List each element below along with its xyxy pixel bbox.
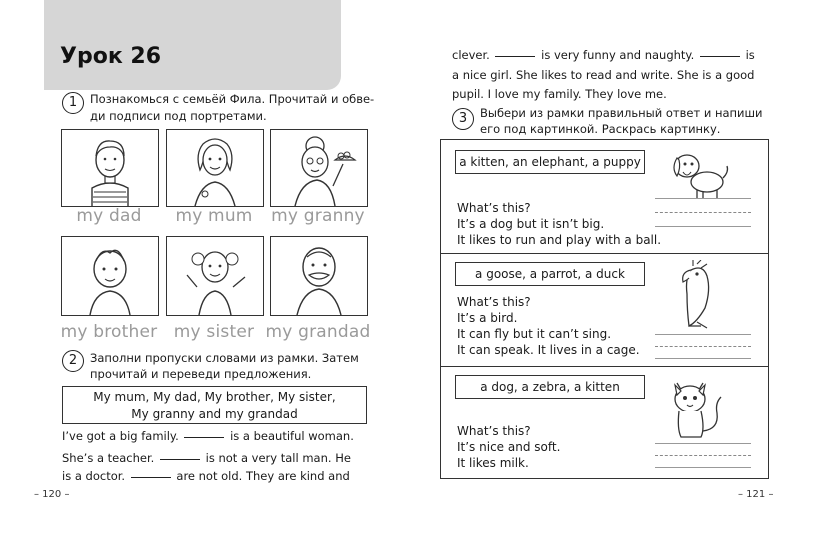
text-segment: is very funny and naughty. [541, 48, 695, 62]
text-segment: is not a very tall man. He [205, 451, 351, 465]
item3-line3: It likes milk. [457, 456, 529, 470]
lesson-title: Урок 26 [60, 44, 162, 69]
answer-line[interactable] [655, 358, 751, 359]
brother-drawing [62, 237, 158, 315]
caption-my-grandad[interactable]: my grandad [265, 322, 371, 342]
blank-field[interactable] [495, 55, 535, 57]
answer-line[interactable] [655, 467, 751, 468]
text-segment: I’ve got a big family. [62, 429, 179, 443]
item3-line2: It’s nice and soft. [457, 440, 561, 454]
task3-item-3 [441, 367, 768, 478]
answer-line[interactable] [655, 212, 751, 213]
text-segment: clever. [452, 48, 490, 62]
task3-item-2 [441, 254, 768, 367]
caption-my-mum[interactable]: my mum [175, 206, 253, 226]
item2-line3: It can fly but it can’t sing. [457, 327, 612, 341]
task3-frame [440, 139, 769, 479]
text-segment: are not old. They are kind and [176, 469, 350, 483]
grandad-drawing [271, 237, 367, 315]
task3-item-1 [441, 140, 768, 254]
answer-line[interactable] [655, 198, 751, 199]
text-segment: is a beautiful woman. [230, 429, 354, 443]
options-box-2: a goose, a parrot, a duck [455, 262, 645, 286]
answer-line[interactable] [655, 226, 751, 227]
portrait-brother [61, 236, 159, 316]
word-box-line1: My mum, My dad, My brother, My sister, [93, 390, 336, 404]
caption-my-brother[interactable]: my brother [60, 322, 158, 342]
task-number-2: 2 [62, 350, 84, 372]
task2-text-line2 [62, 450, 351, 467]
page-number-right: – 121 – [738, 489, 774, 500]
task-number-1: 1 [62, 92, 84, 114]
puppy-illustration [667, 146, 731, 200]
portrait-grandad [270, 236, 368, 316]
task1-instruction-line1: Познакомься с семьёй Фила. Прочитай и обве- [90, 92, 375, 106]
word-box [62, 386, 367, 424]
sister-drawing [167, 237, 263, 315]
task2-instruction-line2: прочитай и переведи предложения. [90, 367, 312, 381]
task3-instruction-line1: Выбери из рамки правильный ответ и напиши [480, 106, 763, 120]
text-segment: She’s a teacher. [62, 451, 155, 465]
options-box-1: a kitten, an elephant, a puppy [455, 150, 645, 174]
options-box-3: a dog, a zebra, a kitten [455, 375, 645, 399]
text-segment: is [745, 48, 755, 62]
dad-drawing [62, 130, 158, 206]
portrait-granny [270, 129, 368, 207]
granny-drawing [271, 130, 367, 206]
answer-line[interactable] [655, 346, 751, 347]
item2-line4: It can speak. It lives in a cage. [457, 343, 640, 357]
task2-instruction-line1: Заполни пропуски словами из рамки. Затем [90, 351, 359, 365]
word-box-line2: My granny and my grandad [131, 407, 298, 421]
answer-line[interactable] [655, 443, 751, 444]
item3-line1: What’s this? [457, 424, 531, 438]
item2-line1: What’s this? [457, 295, 531, 309]
answer-line[interactable] [655, 455, 751, 456]
caption-my-granny[interactable]: my granny [271, 206, 365, 226]
task3-instruction-line2: его под картинкой. Раскрась картинку. [480, 122, 721, 136]
continued-text-line1 [452, 47, 755, 64]
continued-text-line3: pupil. I love my family. They love me. [452, 87, 667, 101]
blank-field[interactable] [131, 476, 171, 478]
task2-text-line1 [62, 428, 354, 445]
item1-line3: It likes to run and play with a ball. [457, 233, 662, 247]
blank-field[interactable] [184, 436, 224, 438]
continued-text-line2: a nice girl. She likes to read and write. She is a good [452, 68, 755, 82]
portrait-sister [166, 236, 264, 316]
kitten-illustration [663, 373, 733, 441]
blank-field[interactable] [160, 458, 200, 460]
mum-drawing [167, 130, 263, 206]
caption-my-sister[interactable]: my sister [173, 322, 255, 342]
answer-line[interactable] [655, 334, 751, 335]
portrait-mum [166, 129, 264, 207]
page-number-left: – 120 – [34, 489, 70, 500]
parrot-illustration [667, 260, 731, 330]
text-segment: is a doctor. [62, 469, 126, 483]
task2-text-line3 [62, 468, 350, 485]
caption-my-dad[interactable]: my dad [76, 206, 142, 226]
item1-line2: It’s a dog but it isn’t big. [457, 217, 605, 231]
item1-line1: What’s this? [457, 201, 531, 215]
task1-instruction-line2: ди подписи под портретами. [90, 109, 267, 123]
task-number-3: 3 [452, 108, 474, 130]
blank-field[interactable] [700, 55, 740, 57]
portrait-dad [61, 129, 159, 207]
item2-line2: It’s a bird. [457, 311, 518, 325]
